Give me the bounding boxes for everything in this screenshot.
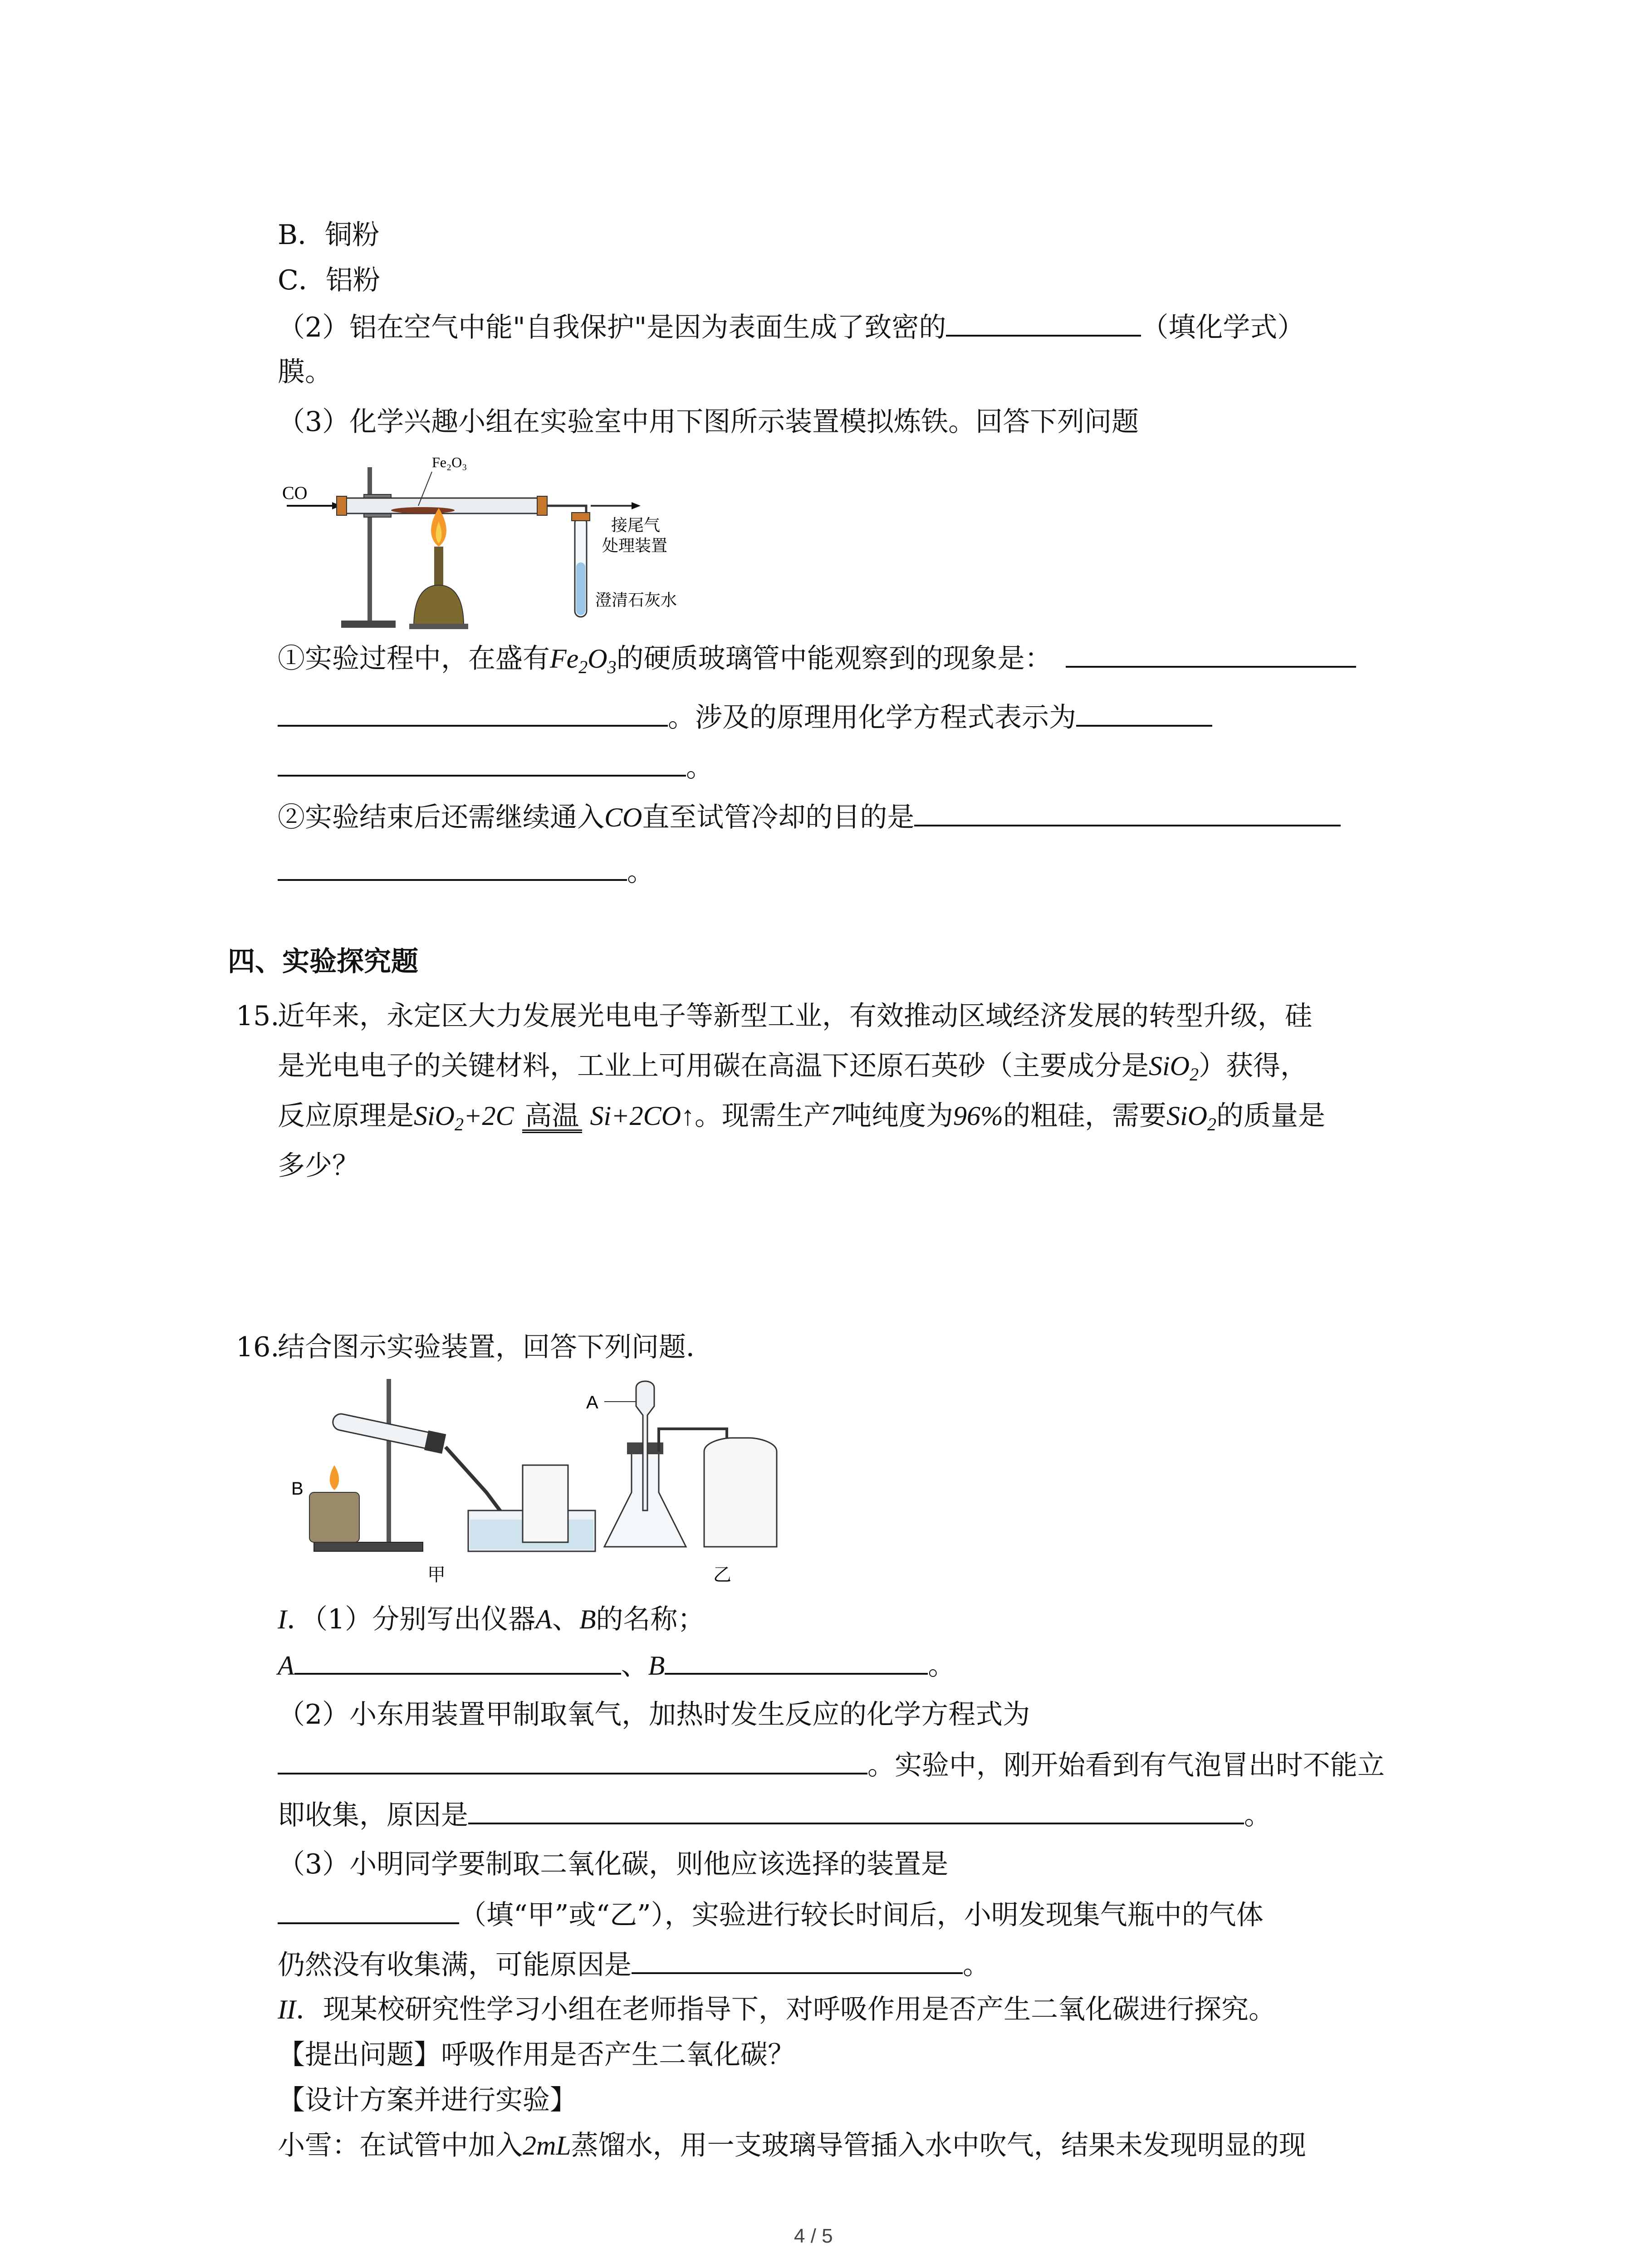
part1-q2-line3: 即收集，原因是 。 bbox=[278, 1796, 1271, 1833]
fig1-co-label: CO bbox=[282, 483, 308, 503]
fig1-limewater-label: 澄清石灰水 bbox=[595, 591, 677, 609]
q2-line2: 膜。 bbox=[278, 356, 332, 388]
q3-1-blank-1[interactable] bbox=[1066, 640, 1356, 668]
fe2o3-formula: $Fe_2O_3$ bbox=[550, 644, 617, 677]
part1-q3-line2: （填“甲”或“乙”），实验进行较长时间后，小明发现集气瓶中的气体 bbox=[278, 1896, 1264, 1933]
q3-2-line2 bbox=[278, 853, 654, 890]
fig2-label-b: B bbox=[291, 1479, 304, 1499]
q15-line3: 反应原理是SiO$_2$+2C 高温 Si+2CO↑。现需生产7吨纯度为96%的粗硅，需要SiO$_2$的质量是 bbox=[278, 1100, 1326, 1134]
part1-line1: I．（1）分别写出仪器A、B的名称； bbox=[278, 1603, 705, 1635]
possible-reason-blank[interactable] bbox=[632, 1946, 963, 1974]
q3-1-blank-2[interactable] bbox=[278, 699, 668, 727]
fig2-label-jia: 甲 bbox=[427, 1565, 446, 1585]
fig2-label-yi: 乙 bbox=[713, 1565, 731, 1585]
q3-line: （3）化学兴趣小组在实验室中用下图所示装置模拟炼铁。回答下列问题 bbox=[278, 406, 1139, 438]
q3-2-text-c: 。 bbox=[627, 856, 654, 888]
q2-line1 bbox=[278, 308, 1304, 346]
q3-1-line3 bbox=[278, 748, 713, 786]
burner bbox=[434, 547, 443, 587]
equation-blank[interactable] bbox=[278, 1746, 867, 1774]
q16-number: 16. bbox=[236, 1331, 279, 1363]
fig1-tail-label-2: 处理装置 bbox=[602, 536, 668, 555]
fe2o3-powder bbox=[391, 507, 455, 513]
q3-1-line2 bbox=[278, 699, 1212, 736]
sio2-formula: SiO$_2$ bbox=[1149, 1051, 1199, 1085]
design-plan: 【设计方案并进行实验】 bbox=[278, 2084, 577, 2116]
q15-line4: 多少？ bbox=[278, 1150, 359, 1182]
fig2-label-a: A bbox=[586, 1393, 598, 1413]
part1-q3-line3: 仍然没有收集满，可能原因是 。 bbox=[278, 1946, 990, 1983]
high-temp-condition: 高温 bbox=[522, 1102, 582, 1133]
iron-stand bbox=[367, 467, 372, 621]
fig1-fe2o3-label: Fe₂O₃ bbox=[432, 454, 467, 470]
q15-number: 15. bbox=[236, 1000, 279, 1032]
q3-1-blank-3[interactable] bbox=[1076, 699, 1212, 727]
q3-1-line1 bbox=[278, 640, 1356, 677]
part2-line1: II．现某校研究性学习小组在老师指导下，对呼吸作用是否产生二氧化碳进行探究。 bbox=[278, 1994, 1276, 2025]
q3-1-text-c: 。涉及的原理用化学方程式表示为 bbox=[668, 702, 1076, 733]
q15-line2: 是光电电子的关键材料，工业上可用碳在高温下还原石英砂（主要成分是SiO$_2$）获得， bbox=[278, 1050, 1308, 1085]
gas-preparation-apparatus bbox=[278, 1374, 822, 1592]
q2-hint: （填化学式） bbox=[1141, 312, 1305, 343]
q3-1-text-a: ①实验过程中，在盛有 bbox=[278, 643, 550, 675]
part1-q3-line1: （3）小明同学要制取二氧化碳，则他应该选择的装置是 bbox=[278, 1848, 949, 1880]
reaction-equation: SiO$_2$+2C bbox=[414, 1101, 514, 1134]
q3-2-blank-2[interactable] bbox=[278, 853, 627, 881]
q3-1-text-d: 。 bbox=[686, 752, 713, 783]
option-c: C．铝粉 bbox=[278, 264, 380, 296]
co-formula: CO bbox=[604, 802, 642, 832]
collecting-bottle bbox=[704, 1438, 777, 1547]
q3-2-text-b: 直至试管冷却的目的是 bbox=[642, 802, 915, 833]
part1-q2-line1: （2）小东用装置甲制取氧气，加热时发生反应的化学方程式为 bbox=[278, 1699, 1030, 1730]
q3-1-text-b: 的硬质玻璃管中能观察到的现象是： bbox=[616, 643, 1052, 675]
ask-question: 【提出问题】呼吸作用是否产生二氧化碳？ bbox=[278, 2039, 795, 2071]
q2-blank[interactable] bbox=[946, 308, 1141, 337]
q15-line1: 近年来，永定区大力发展光电电子等新型工业，有效推动区域经济发展的转型升级，硅 bbox=[278, 1000, 1312, 1032]
q16-line1: 结合图示实验装置，回答下列问题． bbox=[278, 1331, 713, 1363]
page-number: 4 / 5 bbox=[794, 2225, 833, 2247]
xiaoxue-line: 小雪：在试管中加入2mL蒸馏水，用一支玻璃导管插入水中吹气，结果未发现明显的现 bbox=[278, 2130, 1306, 2161]
part1-line2: A 、B 。 bbox=[278, 1647, 955, 1684]
gas-collecting-jar bbox=[523, 1465, 568, 1542]
q3-2-line1 bbox=[278, 798, 1341, 836]
q2-text: （2）铝在空气中能"自我保护"是因为表面生成了致密的 bbox=[278, 312, 946, 343]
q3-2-blank-1[interactable] bbox=[914, 798, 1341, 826]
reason-blank[interactable] bbox=[468, 1796, 1244, 1824]
option-b: B．铜粉 bbox=[278, 219, 380, 251]
section-4-heading: 四、实验探究题 bbox=[228, 946, 418, 978]
part1-q2-line2: 。实验中，刚开始看到有气泡冒出时不能立 bbox=[278, 1746, 1385, 1784]
instrument-a-blank[interactable] bbox=[294, 1647, 621, 1675]
instrument-b-blank[interactable] bbox=[665, 1647, 928, 1675]
fig1-tail-label-1: 接尾气 bbox=[611, 516, 661, 534]
alcohol-lamp bbox=[309, 1492, 359, 1542]
limewater bbox=[576, 562, 585, 615]
iron-smelting-apparatus bbox=[278, 449, 686, 640]
q3-2-text-a: ②实验结束后还需继续通入 bbox=[278, 802, 604, 833]
q3-1-blank-4[interactable] bbox=[278, 748, 686, 777]
heating-test-tube bbox=[331, 1413, 441, 1451]
device-choice-blank[interactable] bbox=[278, 1896, 459, 1924]
